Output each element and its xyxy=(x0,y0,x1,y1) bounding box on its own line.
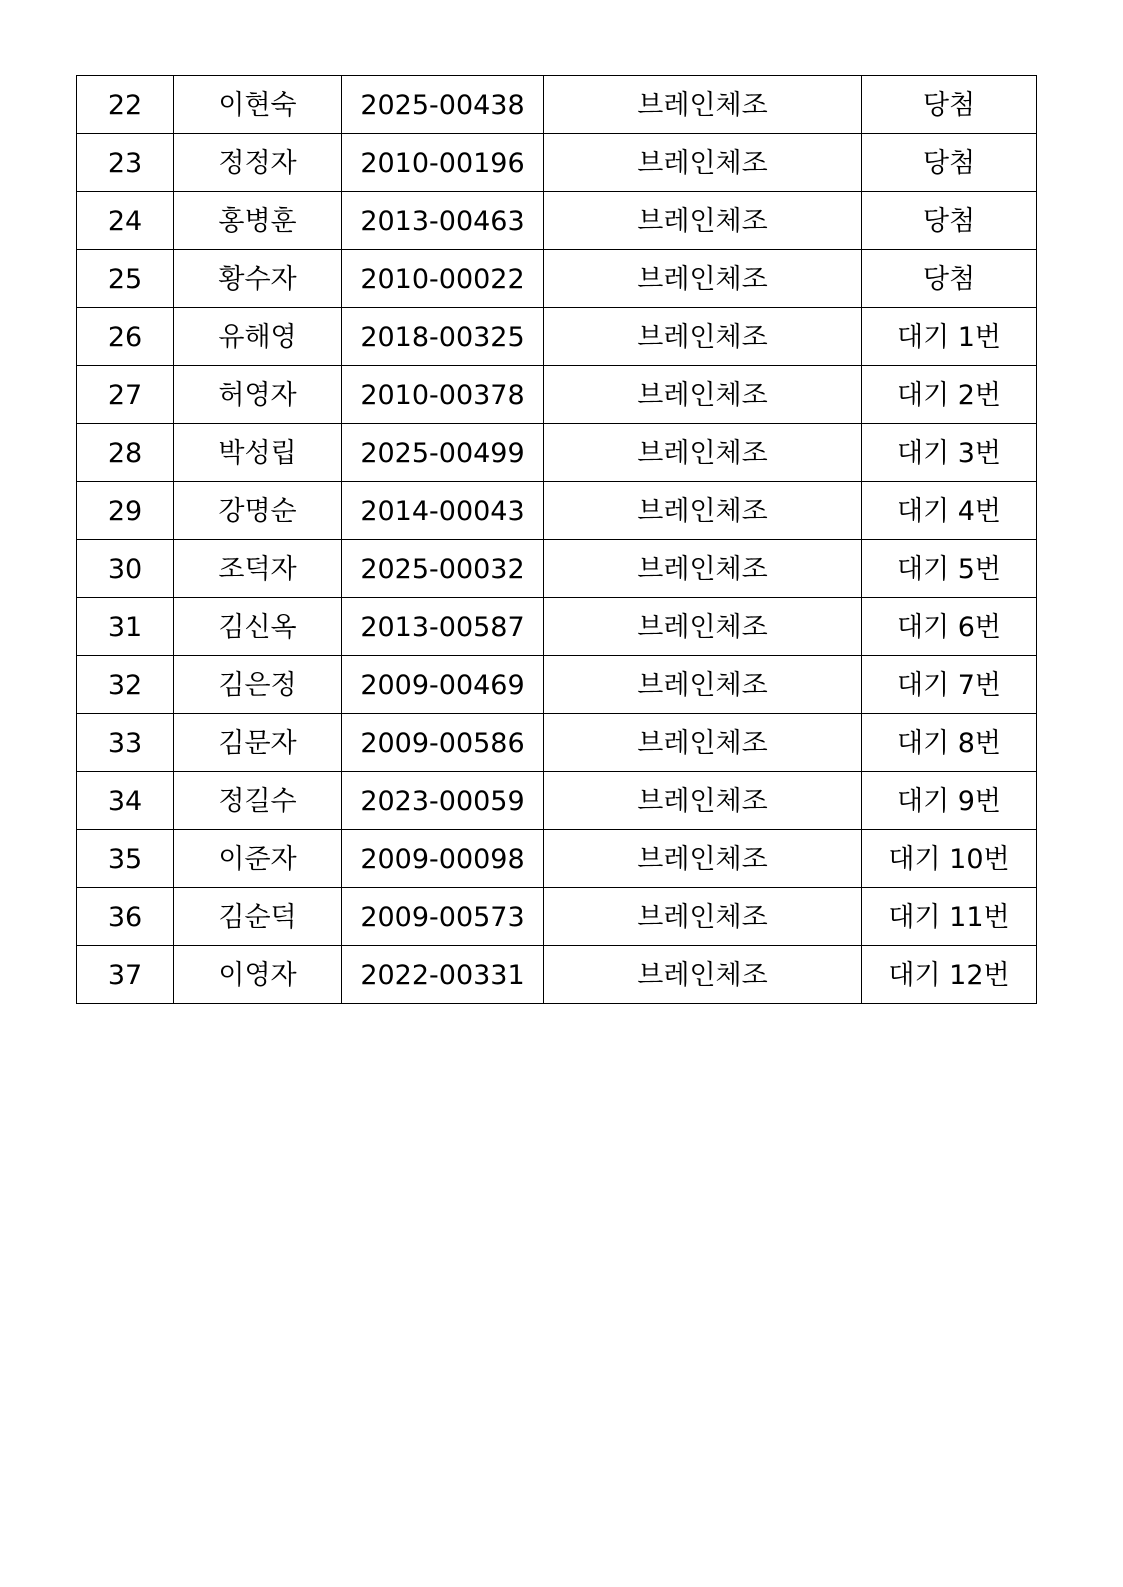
row-number-cell: 35 xyxy=(77,830,174,888)
table-row xyxy=(77,424,1037,482)
row-number-cell: 29 xyxy=(77,482,174,540)
name-cell: 김신옥 xyxy=(174,598,342,656)
table-body xyxy=(77,76,1037,1004)
row-number-cell: 25 xyxy=(77,250,174,308)
table-row xyxy=(77,830,1037,888)
program-cell: 브레인체조 xyxy=(544,772,862,830)
table-row xyxy=(77,540,1037,598)
table-row xyxy=(77,192,1037,250)
table-row xyxy=(77,888,1037,946)
name-cell: 김문자 xyxy=(174,714,342,772)
member-id-cell: 2018-00325 xyxy=(342,308,544,366)
row-number-cell: 34 xyxy=(77,772,174,830)
row-number-cell: 37 xyxy=(77,946,174,1004)
name-cell: 조덕자 xyxy=(174,540,342,598)
member-id-cell: 2009-00573 xyxy=(342,888,544,946)
name-cell: 황수자 xyxy=(174,250,342,308)
member-id-cell: 2013-00463 xyxy=(342,192,544,250)
member-id-cell: 2010-00022 xyxy=(342,250,544,308)
name-cell: 이현숙 xyxy=(174,76,342,134)
row-number-cell: 28 xyxy=(77,424,174,482)
program-cell: 브레인체조 xyxy=(544,714,862,772)
name-cell: 김은정 xyxy=(174,656,342,714)
row-number-cell: 24 xyxy=(77,192,174,250)
table-row xyxy=(77,250,1037,308)
result-cell: 대기 1번 xyxy=(862,308,1037,366)
row-number-cell: 26 xyxy=(77,308,174,366)
member-id-cell: 2025-00499 xyxy=(342,424,544,482)
result-cell: 대기 5번 xyxy=(862,540,1037,598)
row-number-cell: 32 xyxy=(77,656,174,714)
row-number-cell: 36 xyxy=(77,888,174,946)
program-cell: 브레인체조 xyxy=(544,134,862,192)
program-cell: 브레인체조 xyxy=(544,366,862,424)
name-cell: 허영자 xyxy=(174,366,342,424)
result-cell: 대기 12번 xyxy=(862,946,1037,1004)
name-cell: 박성립 xyxy=(174,424,342,482)
name-cell: 유해영 xyxy=(174,308,342,366)
name-cell: 정길수 xyxy=(174,772,342,830)
member-id-cell: 2014-00043 xyxy=(342,482,544,540)
member-id-cell: 2023-00059 xyxy=(342,772,544,830)
result-cell: 당첨 xyxy=(862,76,1037,134)
result-cell: 당첨 xyxy=(862,192,1037,250)
table-row xyxy=(77,366,1037,424)
program-cell: 브레인체조 xyxy=(544,250,862,308)
member-id-cell: 2009-00586 xyxy=(342,714,544,772)
program-cell: 브레인체조 xyxy=(544,888,862,946)
program-cell: 브레인체조 xyxy=(544,830,862,888)
program-cell: 브레인체조 xyxy=(544,192,862,250)
result-cell: 대기 11번 xyxy=(862,888,1037,946)
member-id-cell: 2010-00196 xyxy=(342,134,544,192)
program-cell: 브레인체조 xyxy=(544,656,862,714)
result-cell: 대기 10번 xyxy=(862,830,1037,888)
program-cell: 브레인체조 xyxy=(544,540,862,598)
result-cell: 대기 2번 xyxy=(862,366,1037,424)
result-cell: 대기 3번 xyxy=(862,424,1037,482)
result-cell: 대기 6번 xyxy=(862,598,1037,656)
table-row xyxy=(77,134,1037,192)
member-id-cell: 2025-00032 xyxy=(342,540,544,598)
result-cell: 대기 7번 xyxy=(862,656,1037,714)
name-cell: 홍병훈 xyxy=(174,192,342,250)
result-cell: 대기 9번 xyxy=(862,772,1037,830)
member-id-cell: 2025-00438 xyxy=(342,76,544,134)
table-row xyxy=(77,482,1037,540)
program-cell: 브레인체조 xyxy=(544,424,862,482)
lottery-result-table xyxy=(76,75,1037,1004)
table-row xyxy=(77,714,1037,772)
result-cell: 당첨 xyxy=(862,134,1037,192)
member-id-cell: 2010-00378 xyxy=(342,366,544,424)
member-id-cell: 2009-00098 xyxy=(342,830,544,888)
program-cell: 브레인체조 xyxy=(544,76,862,134)
table-row xyxy=(77,308,1037,366)
program-cell: 브레인체조 xyxy=(544,598,862,656)
row-number-cell: 22 xyxy=(77,76,174,134)
member-id-cell: 2022-00331 xyxy=(342,946,544,1004)
row-number-cell: 30 xyxy=(77,540,174,598)
result-cell: 당첨 xyxy=(862,250,1037,308)
name-cell: 이영자 xyxy=(174,946,342,1004)
row-number-cell: 31 xyxy=(77,598,174,656)
member-id-cell: 2013-00587 xyxy=(342,598,544,656)
member-id-cell: 2009-00469 xyxy=(342,656,544,714)
row-number-cell: 27 xyxy=(77,366,174,424)
table-row xyxy=(77,772,1037,830)
row-number-cell: 33 xyxy=(77,714,174,772)
program-cell: 브레인체조 xyxy=(544,482,862,540)
name-cell: 강명순 xyxy=(174,482,342,540)
program-cell: 브레인체조 xyxy=(544,308,862,366)
table-row xyxy=(77,946,1037,1004)
table-row xyxy=(77,76,1037,134)
name-cell: 정정자 xyxy=(174,134,342,192)
result-cell: 대기 4번 xyxy=(862,482,1037,540)
table-row xyxy=(77,656,1037,714)
result-cell: 대기 8번 xyxy=(862,714,1037,772)
row-number-cell: 23 xyxy=(77,134,174,192)
name-cell: 김순덕 xyxy=(174,888,342,946)
program-cell: 브레인체조 xyxy=(544,946,862,1004)
table-row xyxy=(77,598,1037,656)
name-cell: 이준자 xyxy=(174,830,342,888)
